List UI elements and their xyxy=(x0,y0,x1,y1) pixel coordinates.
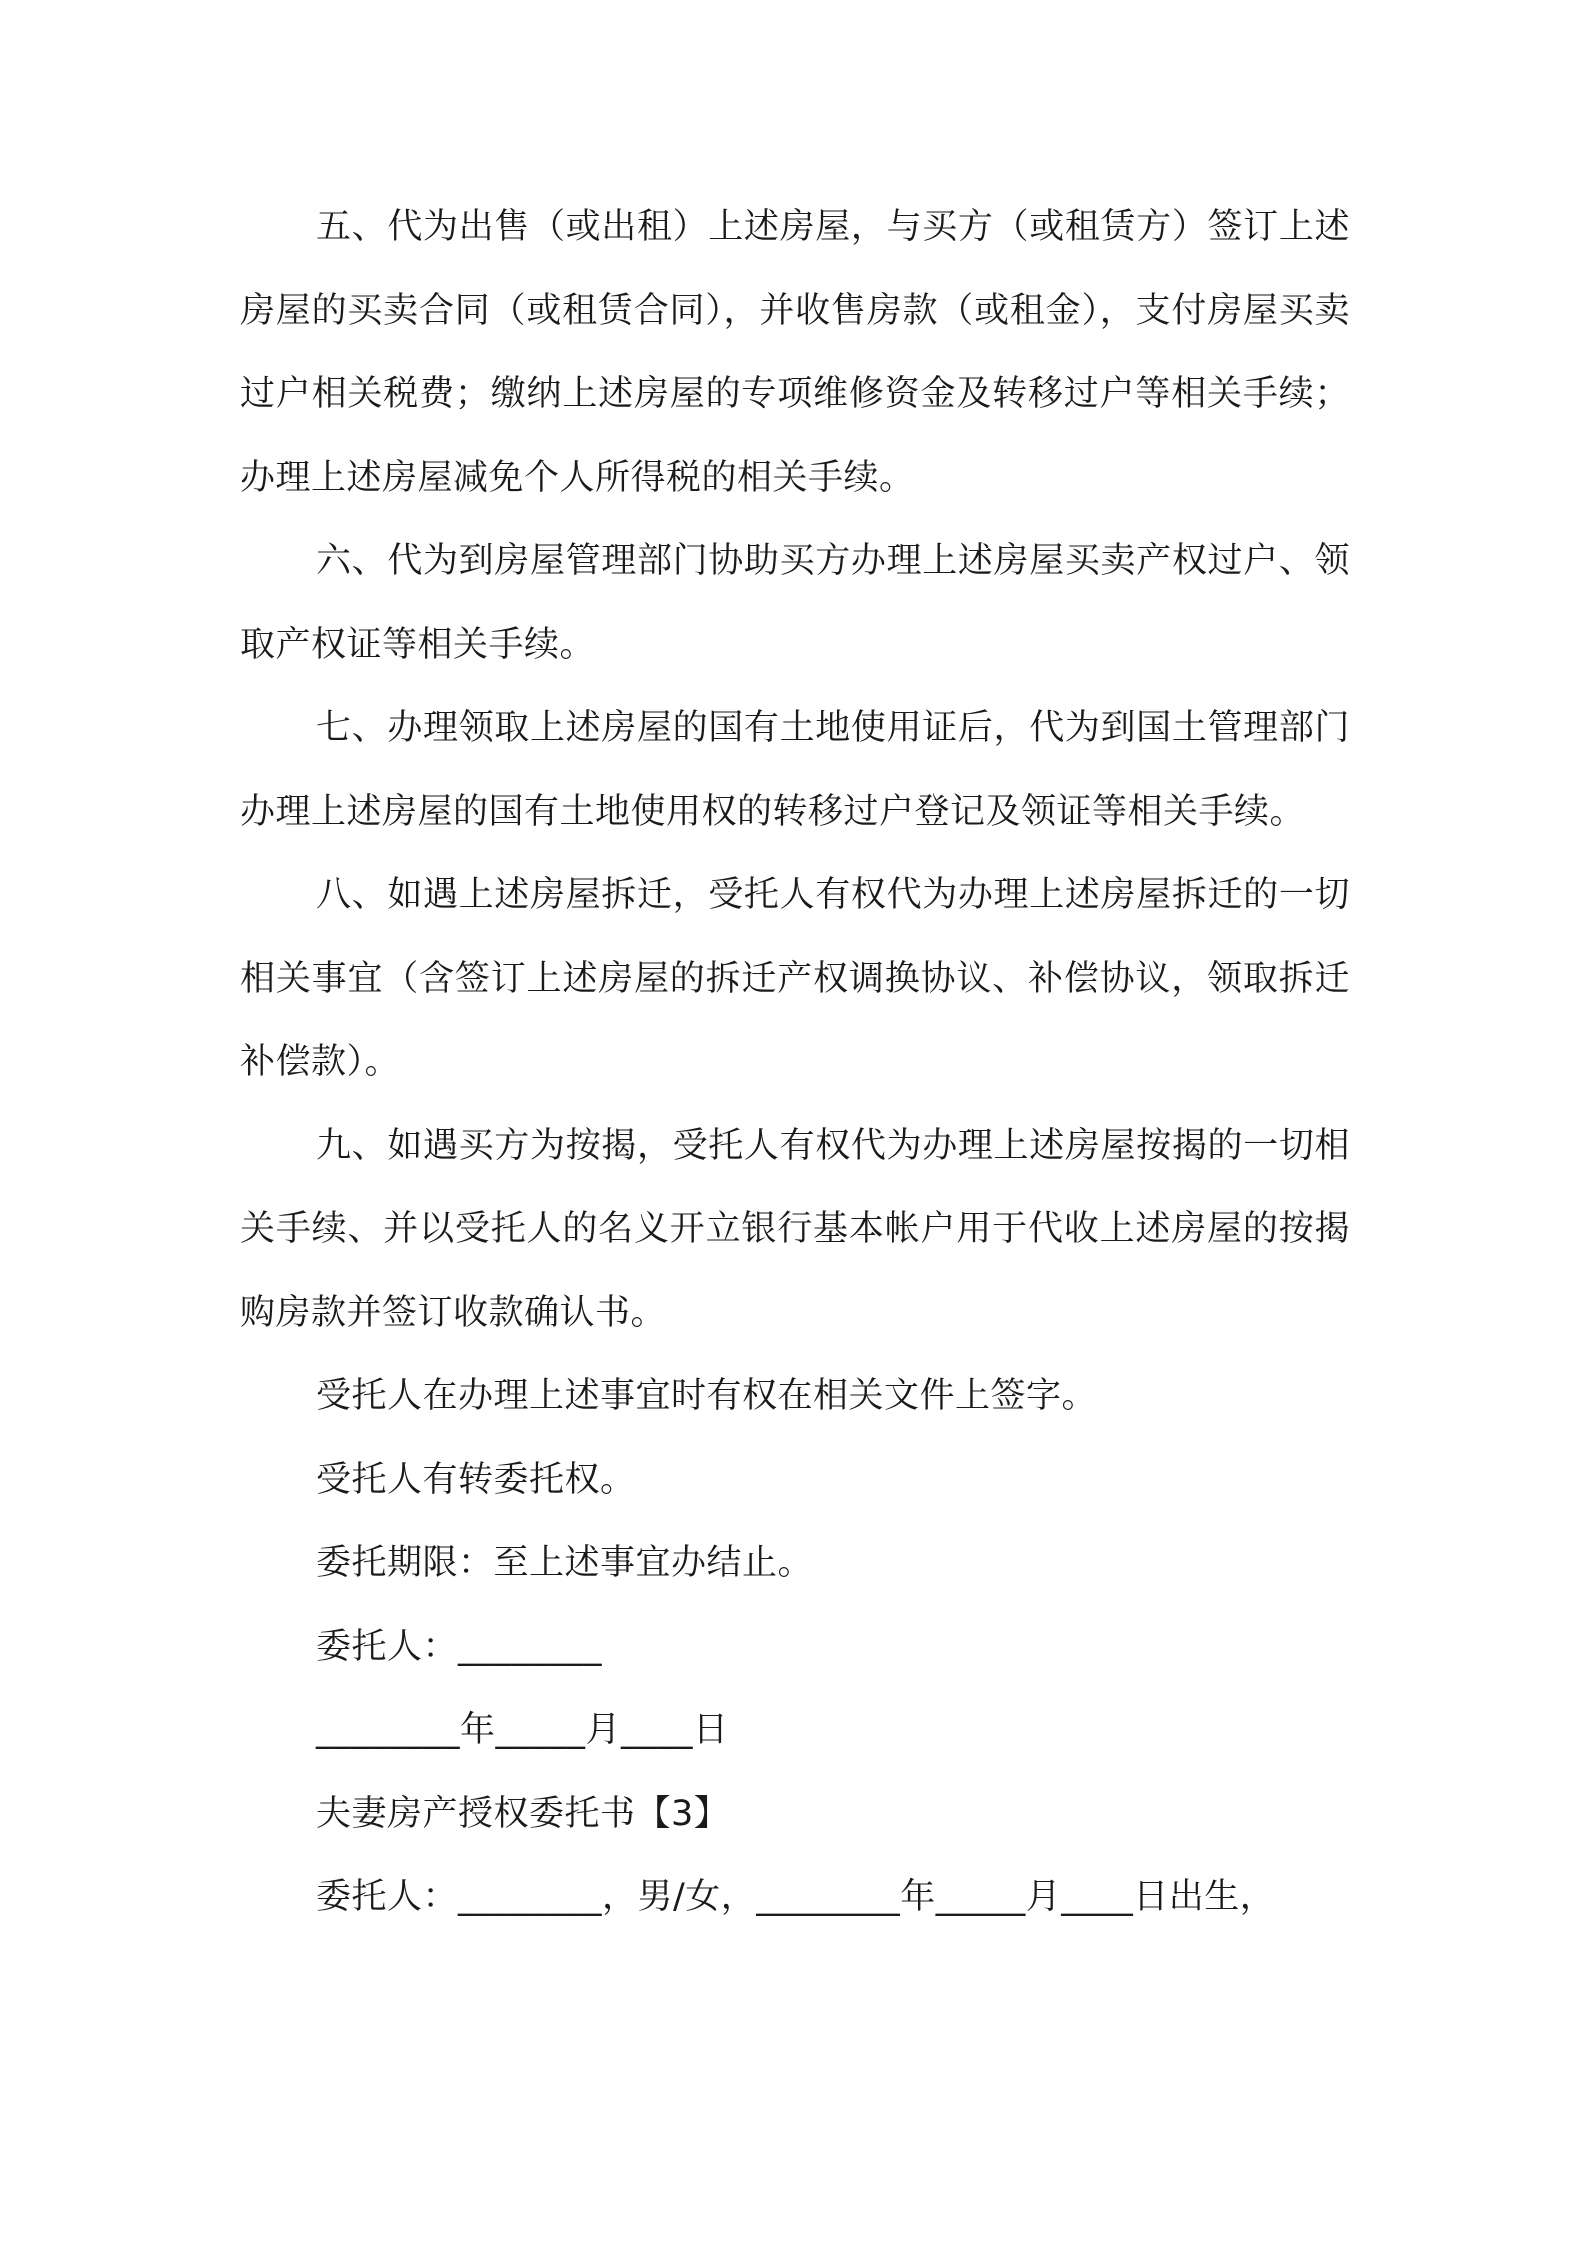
section-title: 夫妻房产授权委托书【3】 xyxy=(316,1793,730,1834)
principal-info-line: 委托人：________，男/女，________年_____月____日出生， xyxy=(316,1877,1276,1917)
clause-5: 五、代为出售（或出租）上述房屋，与买方（或租赁方）签订上述房屋的买卖合同（或租赁合同），并收售房款（或租金），支付房屋买卖过户相关税费；缴纳上述房屋的专项维修资金及转移过户等相关手续；办理上述房屋减免个人所得税的相关手续。 xyxy=(240,207,1350,498)
date-line: ________年_____月____日 xyxy=(316,1710,729,1750)
signing-authority-line: 受托人在办理上述事宜时有权在相关文件上签字。 xyxy=(316,1376,1098,1416)
document-body xyxy=(240,186,1350,1940)
clause-9: 九、如遇买方为按揭，受托人有权代为办理上述房屋按揭的一切相关手续、并以受托人的名义开立银行基本帐户用于代收上述房屋的按揭购房款并签订收款确认书。 xyxy=(240,1125,1350,1333)
term-line: 委托期限：至上述事宜办结止。 xyxy=(316,1543,814,1583)
clause-6: 六、代为到房屋管理部门协助买方办理上述房屋买卖产权过户、领取产权证等相关手续。 xyxy=(240,541,1350,665)
sub-delegation-line: 受托人有转委托权。 xyxy=(316,1459,636,1500)
clause-8: 八、如遇上述房屋拆迁，受托人有权代为办理上述房屋拆迁的一切相关事宜（含签订上述房屋的拆迁产权调换协议、补偿协议，领取拆迁补偿款）。 xyxy=(240,875,1350,1082)
principal-signature-line: 委托人：________ xyxy=(316,1626,603,1667)
clause-7: 七、办理领取上述房屋的国有土地使用证后，代为到国土管理部门办理上述房屋的国有土地使用权的转移过户登记及领证等相关手续。 xyxy=(240,708,1350,832)
